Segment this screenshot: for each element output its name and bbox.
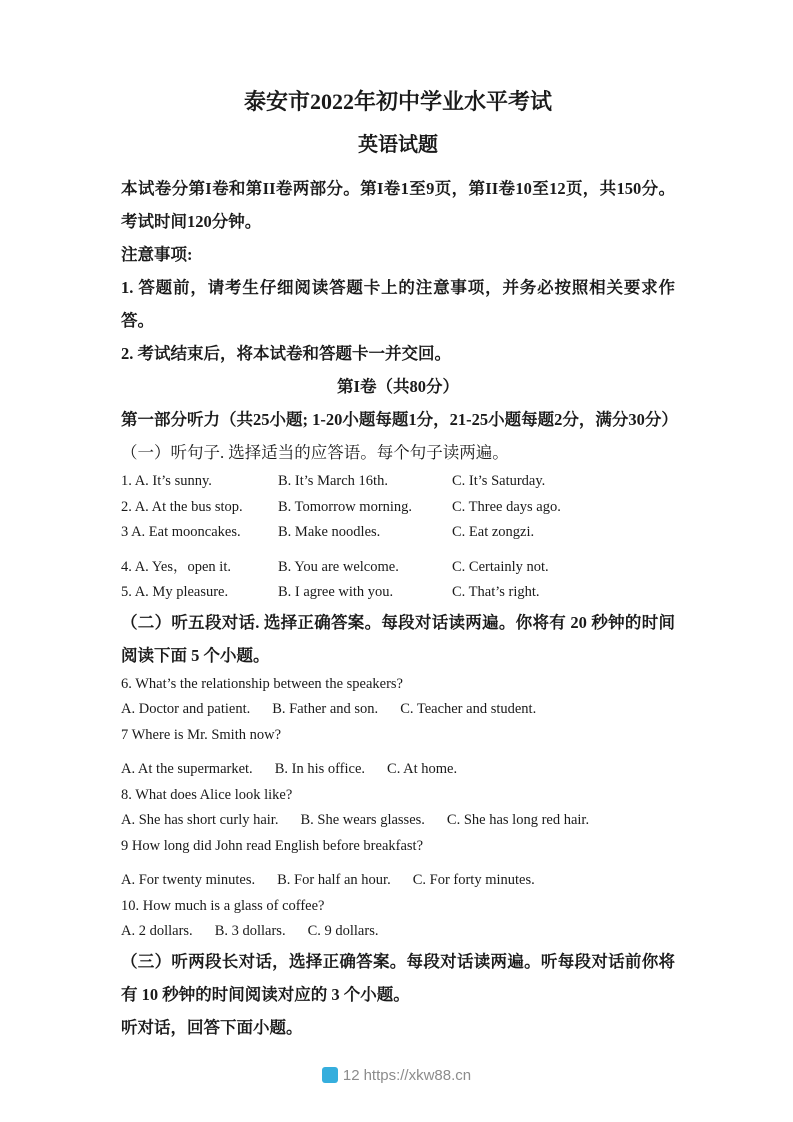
xkw-logo-icon xyxy=(322,1067,338,1083)
question-text: 8. What does Alice look like? xyxy=(121,786,293,803)
option-a: 2. A. At the bus stop. xyxy=(121,498,243,515)
question-text: 6. What’s the relationship between the speakers? xyxy=(121,675,403,692)
option-a: A. For twenty minutes. xyxy=(121,872,256,888)
section2-questions xyxy=(121,672,675,945)
page-subtitle: 英语试题 xyxy=(358,134,438,156)
section1-header: （一）听句子. 选择适当的应答语。每个句子读两遍。 xyxy=(121,443,509,462)
option-a: 3 A. Eat mooncakes. xyxy=(121,524,241,540)
option-row xyxy=(121,808,675,834)
notes-header: 注意事项: xyxy=(121,245,193,264)
option-row xyxy=(121,469,675,495)
volume-header: 第I卷（共80分） xyxy=(337,377,459,396)
page-title: 泰安市2022年初中学业水平考试 xyxy=(243,89,552,114)
option-row xyxy=(121,697,675,723)
notes-list xyxy=(121,271,675,370)
section3-header: （三）听两段长对话，选择正确答案。每段对话读两遍。听每段对话前你将有 10 秒钟的时间阅读对应的 3 个小题。 xyxy=(121,951,675,1004)
intro-paragraph: 本试卷分第I卷和第II卷两部分。第I卷1至9页，第II卷10至12页，共150分。考试时间120分钟。 xyxy=(121,179,675,231)
option-b: B. In his office. xyxy=(274,761,366,777)
option-c: C. Teacher and student. xyxy=(400,701,537,717)
option-c: C. At home. xyxy=(387,761,458,777)
option-b: B. I agree with you. xyxy=(278,584,394,600)
option-c: C. Certainly not. xyxy=(452,558,549,575)
option-row xyxy=(121,495,675,521)
option-row xyxy=(121,757,675,783)
footer-page-number: 12 xyxy=(342,1067,360,1084)
option-c: C. She has long red hair. xyxy=(446,812,590,828)
option-c: C. Three days ago. xyxy=(452,498,561,515)
option-c: C. 9 dollars. xyxy=(307,923,379,939)
option-b: B. You are welcome. xyxy=(278,558,399,575)
option-row xyxy=(121,520,675,546)
option-row xyxy=(121,580,675,606)
option-b: B. 3 dollars. xyxy=(214,923,286,939)
question-text: 9 How long did John read English before breakfast? xyxy=(121,837,424,854)
option-a: A. Doctor and patient. xyxy=(121,701,251,717)
note-item: 1. 答题前，请考生仔细阅读答题卡上的注意事项，并务必按照相关要求作答。 xyxy=(121,278,675,330)
option-a: 4. A. Yes，open it. xyxy=(121,558,231,575)
note-item: 2. 考试结束后，将本试卷和答题卡一并交回。 xyxy=(121,344,451,363)
question-text: 10. How much is a glass of coffee? xyxy=(121,897,325,914)
option-a: 1. A. It’s sunny. xyxy=(121,473,212,489)
option-c: C. It’s Saturday. xyxy=(452,473,546,489)
option-c: C. For forty minutes. xyxy=(412,872,535,888)
option-b: B. It’s March 16th. xyxy=(278,473,388,489)
dialog-instruction: 听对话，回答下面小题。 xyxy=(121,1017,303,1037)
option-a: A. 2 dollars. xyxy=(121,923,193,939)
question-text: 7 Where is Mr. Smith now? xyxy=(121,726,282,743)
option-c: C. Eat zongzi. xyxy=(452,524,535,540)
option-b: B. Tomorrow morning. xyxy=(278,498,413,515)
option-c: C. That’s right. xyxy=(452,584,540,600)
section1-options xyxy=(121,469,675,606)
option-a: A. She has short curly hair. xyxy=(121,812,279,828)
section2-header: （二）听五段对话. 选择正确答案。每段对话读两遍。你将有 20 秒钟的时间阅读下面 5 个小题。 xyxy=(121,612,675,665)
option-row xyxy=(121,555,675,581)
footer-url[interactable]: https://xkw88.cn xyxy=(363,1067,472,1084)
option-b: B. Make noodles. xyxy=(278,524,381,540)
option-a: A. At the supermarket. xyxy=(121,761,253,777)
page-footer xyxy=(0,1067,793,1084)
option-a: 5. A. My pleasure. xyxy=(121,584,229,600)
option-row xyxy=(121,868,675,894)
part1-header: 第一部分听力（共25小题; 1-20小题每题1分，21-25小题每题2分，满分30分） xyxy=(121,410,678,429)
option-b: B. She wears glasses. xyxy=(300,812,425,828)
option-b: B. For half an hour. xyxy=(277,872,391,888)
option-b: B. Father and son. xyxy=(272,701,379,717)
option-row xyxy=(121,919,675,945)
